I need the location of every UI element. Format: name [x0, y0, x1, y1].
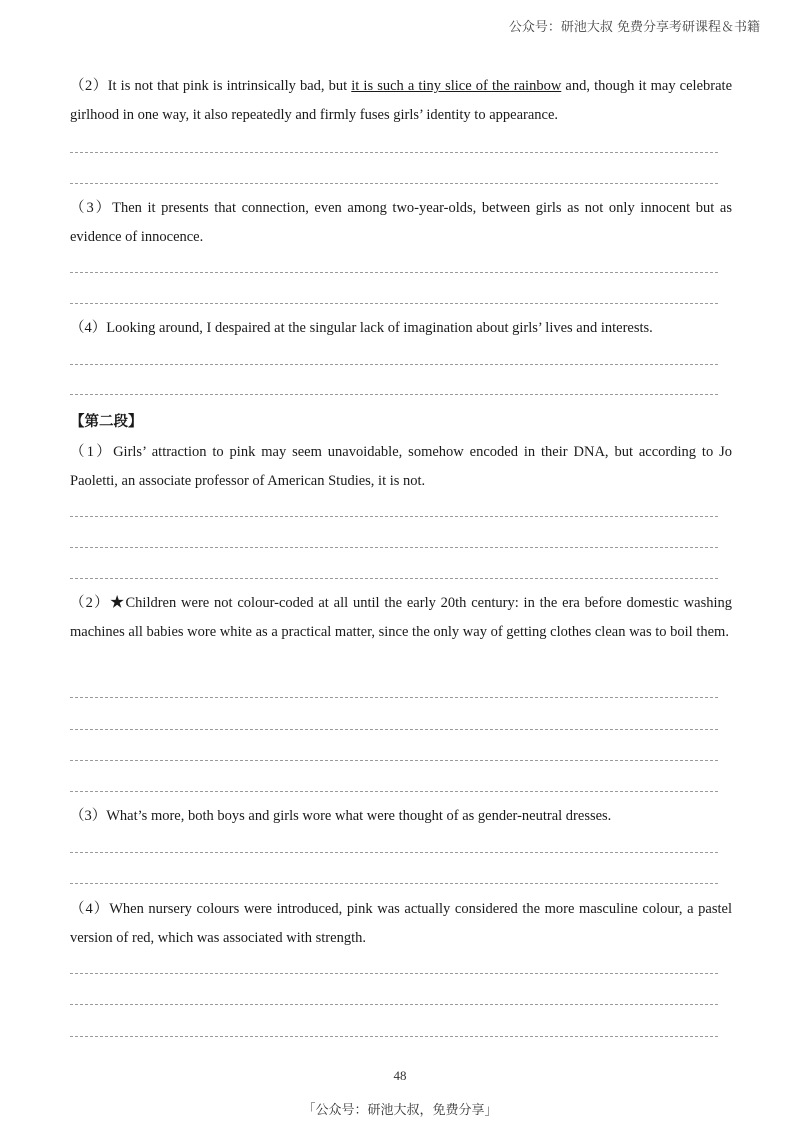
- sentence-text: Girls’ attraction to pink may seem unavoidable, somehow encoded in their DNA, but according to Jo Paoletti, an associate professor of American Studies, it is not.: [70, 444, 733, 489]
- sentence-2-3: [70, 802, 732, 831]
- translation-blank-line[interactable]: [70, 1036, 718, 1037]
- translation-blank-line[interactable]: [70, 183, 718, 184]
- sentence-2-1: [70, 438, 732, 496]
- sentence-1-3: [70, 194, 732, 252]
- sentence-number: （2）: [70, 78, 108, 94]
- sentence-1-4: [70, 314, 732, 343]
- translation-blank-line[interactable]: [70, 1004, 718, 1005]
- translation-blank-line[interactable]: [70, 272, 718, 273]
- translation-blank-line[interactable]: [70, 578, 718, 579]
- sentence-text: ★Children were not colour-coded at all until the early 20th century: in the era before domestic washing machines all babies wore white as a practical matter, since the only way of getting clothes clean was to boil them.: [70, 595, 733, 640]
- sentence-text: Then it presents that connection, even among two-year-olds, between girls as not only innocent but as evidence of innocence.: [70, 200, 732, 245]
- sentence-text: What’s more, both boys and girls wore what were thought of as gender-neutral dresses.: [106, 808, 612, 824]
- translation-blank-line[interactable]: [70, 516, 718, 517]
- translation-blank-line[interactable]: [70, 364, 718, 365]
- translation-blank-line[interactable]: [70, 152, 718, 153]
- sentence-number: （1）: [70, 444, 114, 460]
- sentence-text-before: It is not that pink is intrinsically bad, but: [107, 78, 352, 94]
- footer-watermark: 「公众号：研池大叔，免费分享」: [302, 1103, 498, 1118]
- translation-blank-line[interactable]: [70, 729, 718, 730]
- header-watermark: 公众号：研池大叔 免费分享考研课程＆书籍: [508, 20, 760, 35]
- sentence-number: （2）: [70, 595, 110, 611]
- sentence-text-after: and, though it may celebrate girlhood in one way, it also repeatedly and firmly fuses girls’ identity to appearance.: [70, 78, 733, 123]
- section-heading: 【第二段】: [70, 414, 143, 430]
- translation-blank-line[interactable]: [70, 547, 718, 548]
- sentence-number: （4）: [70, 901, 110, 917]
- translation-blank-line[interactable]: [70, 303, 718, 304]
- sentence-text: When nursery colours were introduced, pink was actually considered the more masculine colour, a pastel version of red, which was associated with strength.: [70, 901, 732, 946]
- sentence-number: （3）: [70, 200, 113, 216]
- sentence-2-4: [70, 895, 732, 953]
- sentence-number: （4）: [70, 320, 107, 336]
- underlined-phrase: it is such a tiny slice of the rainbow: [351, 78, 562, 94]
- translation-blank-line[interactable]: [70, 791, 718, 792]
- sentence-1-2: [70, 72, 732, 130]
- sentence-2-2: [70, 589, 732, 647]
- translation-blank-line[interactable]: [70, 760, 718, 761]
- sentence-number: （3）: [70, 808, 107, 824]
- translation-blank-line[interactable]: [70, 883, 718, 884]
- page-number: 48: [393, 1068, 407, 1083]
- translation-blank-line[interactable]: [70, 852, 718, 853]
- translation-blank-line[interactable]: [70, 697, 718, 698]
- translation-blank-line[interactable]: [70, 973, 718, 974]
- sentence-text: Looking around, I despaired at the singular lack of imagination about girls’ lives and interests.: [106, 320, 653, 336]
- translation-blank-line[interactable]: [70, 394, 718, 395]
